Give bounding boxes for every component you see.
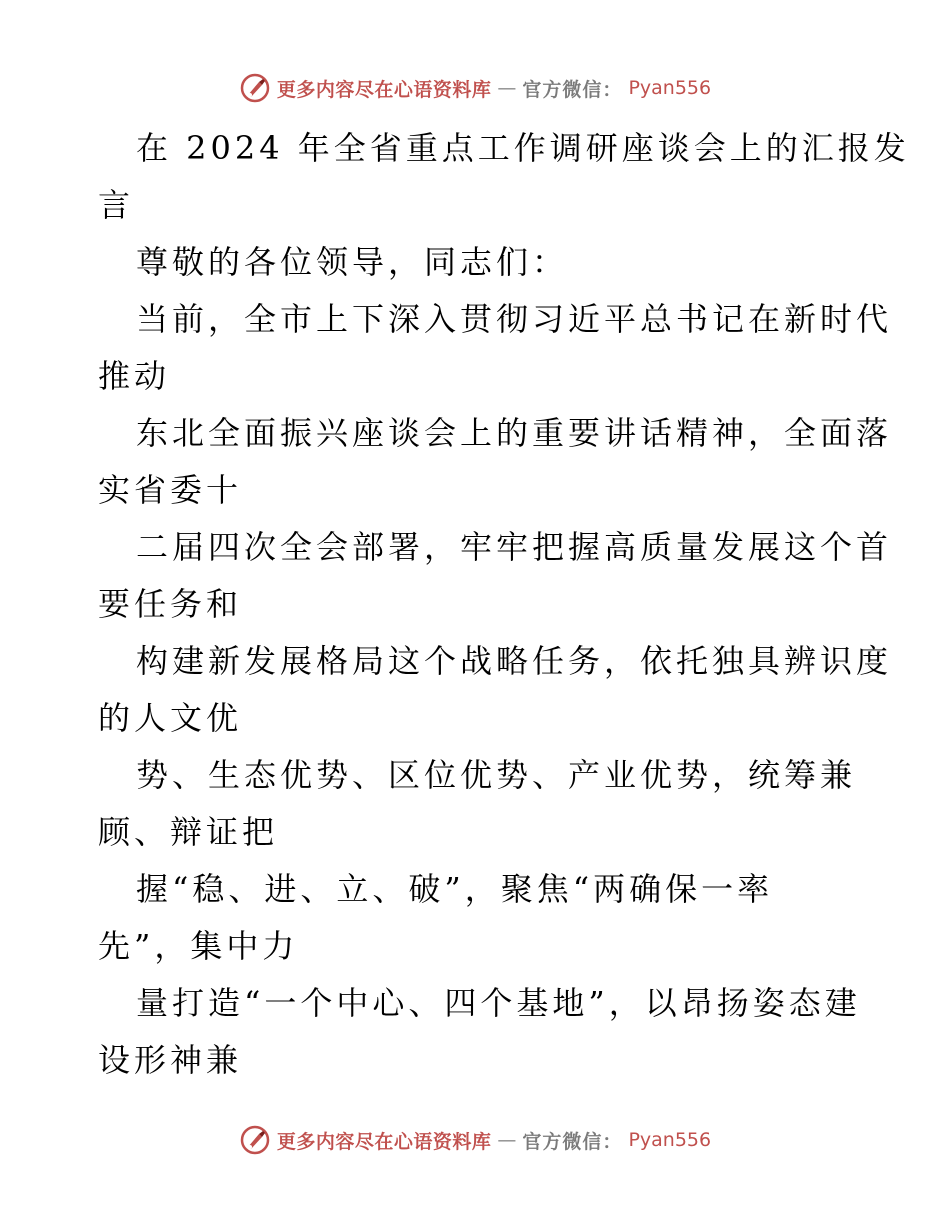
paragraph-line: 握“稳、进、立、破”，聚焦“两确保一率 <box>136 870 774 908</box>
footer-watermark <box>0 1124 950 1156</box>
paragraph-line: 二届四次全会部署，牢牢把握高质量发展这个首 <box>136 528 893 566</box>
watermark-wechat-id: Pyan556 <box>628 1129 712 1151</box>
paragraph-line: 当前，全市上下深入贯彻习近平总书记在新时代 <box>136 300 893 338</box>
paragraph-line: 要任务和 <box>98 585 243 623</box>
watermark-main-text: 更多内容尽在心语资料库 <box>276 1130 492 1153</box>
document-body <box>98 120 910 1089</box>
watermark-wechat-id: Pyan556 <box>628 77 712 99</box>
watermark-dash: — <box>497 77 517 99</box>
pen-logo-icon <box>239 72 271 104</box>
paragraph-line: 东北全面振兴座谈会上的重要讲话精神，全面落 <box>136 414 893 452</box>
paragraph-line: 量打造“一个中心、四个基地”，以昂扬姿态建 <box>136 984 861 1022</box>
watermark-official-text: 官方微信： <box>522 1130 623 1153</box>
header-watermark <box>0 72 950 104</box>
paragraph-line: 顾、辩证把 <box>98 813 279 851</box>
document-title-line: 言 <box>98 186 135 224</box>
watermark-main-text: 更多内容尽在心语资料库 <box>276 78 492 101</box>
paragraph-line: 推动 <box>98 357 171 395</box>
pen-logo-icon <box>239 1124 271 1156</box>
paragraph-line: 的人文优 <box>98 699 243 737</box>
watermark-official-text: 官方微信： <box>522 78 623 101</box>
paragraph-line: 实省委十 <box>98 471 243 509</box>
paragraph-line: 设形神兼 <box>98 1041 243 1079</box>
document-title-line: 在 2024 年全省重点工作调研座谈会上的汇报发 <box>136 129 910 167</box>
salutation-line: 尊敬的各位领导，同志们： <box>136 243 569 281</box>
paragraph-line: 先”，集中力 <box>98 927 299 965</box>
paragraph-line: 构建新发展格局这个战略任务，依托独具辨识度 <box>136 642 893 680</box>
paragraph-line: 势、生态优势、区位优势、产业优势，统筹兼 <box>136 756 857 794</box>
watermark-dash: — <box>497 1129 517 1151</box>
